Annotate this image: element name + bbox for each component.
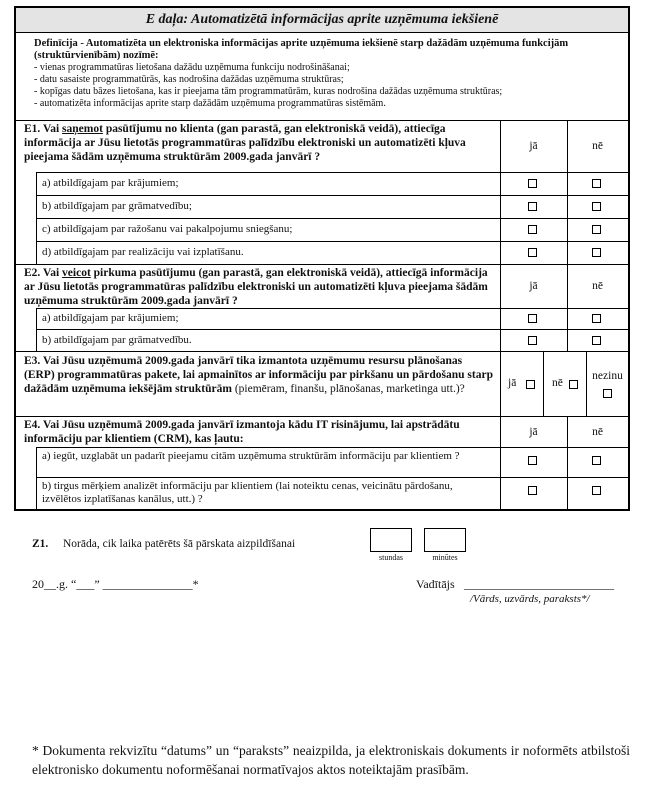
e4-item-b: b) tirgus mērķiem analizēt informāciju par klientiem (lai noteiktu cenas, veicinātu pārdošanu, izvēlētos izplatīšanas kanālus, utt.) ? (42, 480, 453, 505)
e1-item-d: d) atbildīgajam par realizāciju vai izplatīšanu. (42, 246, 244, 258)
e2b-no-checkbox[interactable] (592, 336, 601, 345)
z1-text: Norāda, cik laika patērēts šā pārskata aizpildīšanai (63, 538, 296, 550)
divider (543, 351, 544, 416)
z1-code: Z1. (32, 538, 49, 550)
divider (16, 416, 628, 417)
e1a-yes-checkbox[interactable] (528, 179, 537, 188)
definition-item: - vienas programmatūras lietošana dažādu uzņēmuma funkciju nodrošināšanai; (34, 62, 620, 74)
question-text: E1. Vai (24, 123, 63, 135)
e2a-yes-checkbox[interactable] (528, 314, 537, 323)
no-label: nē (592, 426, 603, 438)
question-text: pasūtījumu no klienta (gan parastā, gan elektroniskā veidā), attiecīga informācija ar Jūsu lietotās programmatūras palīdzību elektroniski un automatizēti kļuva pieejama šādām uzņēmuma struktūrām 2009.gada janvārī ? (24, 123, 466, 163)
e1d-no-checkbox[interactable] (592, 248, 601, 257)
yes-label: jā (529, 280, 538, 292)
e3-yes-label: jā (508, 377, 517, 389)
divider (36, 308, 628, 309)
divider (36, 241, 628, 242)
question-e2 (24, 266, 494, 308)
e1d-yes-checkbox[interactable] (528, 248, 537, 257)
signature-caption: /Vārds, uzvārds, paraksts*/ (470, 593, 590, 605)
e3-yes-checkbox[interactable] (526, 380, 535, 389)
question-e3 (24, 354, 494, 396)
divider (36, 195, 628, 196)
e3-unknown-checkbox[interactable] (603, 389, 612, 398)
question-keyword: saņemot (62, 123, 103, 135)
divider (36, 477, 628, 478)
divider (567, 120, 568, 351)
e3-unknown-label: nezinu (592, 370, 623, 382)
e2a-no-checkbox[interactable] (592, 314, 601, 323)
question-e4: E4. Vai Jūsu uzņēmumā 2009.gada janvārī izmantoja kādu IT risinājumu, lai apstrādātu informāciju par klientiem (CRM), kas ļautu: (24, 419, 460, 445)
divider (36, 447, 628, 448)
definition-item: - kopīgas datu bāzes lietošana, kas ir pieejama tām programmatūrām, kuras nodrošina dažādas uzņēmuma struktūras; (34, 86, 620, 98)
e4b-yes-checkbox[interactable] (528, 486, 537, 495)
definition-item: - automatizēta informācijas aprite starp dažādām uzņēmuma programmatūras sistēmām. (34, 98, 620, 110)
divider (500, 120, 501, 351)
question-text: pirkuma pasūtījumu (gan parastā, gan elektroniskā veidā), attiecīgā informācija ar Jūsu lietotās programmatūras palīdzību elektroniski un automatizēti kļuva pieejama šādām uzņēmuma struktūrām 2009.gada janvārī ? (24, 267, 488, 307)
survey-table (14, 6, 630, 511)
question-example: (piemēram, finanšu, plānošanas, marketinga utt.)? (231, 383, 465, 395)
e2b-yes-checkbox[interactable] (528, 336, 537, 345)
no-label: nē (592, 280, 603, 292)
divider (16, 120, 628, 121)
divider (16, 264, 628, 265)
e3-no-label: nē (552, 377, 563, 389)
no-label: nē (592, 140, 603, 152)
divider (36, 218, 628, 219)
definition-block (34, 38, 620, 110)
signature-label: Vadītājs (416, 577, 455, 591)
e3-no-checkbox[interactable] (569, 380, 578, 389)
section-title: E daļa: Automatizētā informācijas aprite uzņēmuma iekšienē (16, 8, 628, 33)
date-line[interactable]: 20__.g. “___” _______________* (32, 577, 199, 591)
e1-item-a: a) atbildīgajam par krājumiem; (42, 177, 179, 189)
hours-caption: stundas (379, 553, 403, 562)
signature-line[interactable]: _________________________ (464, 577, 614, 591)
question-text: E3. Vai Jūsu uzņēmumā 2009.gada janvārī tika izmantota uzņēmumu resursu plānošanas (ERP) programmatūras pakete, lai apmainītos ar informāciju par pirkšanu un pārdošanu starp dažādām uzņēmuma iekšējām struktūrām (24, 355, 493, 395)
definition-item: - datu sasaiste programmatūrās, kas nodrošina dažādas uzņēmuma struktūras; (34, 74, 620, 86)
divider (36, 172, 628, 173)
question-text: E2. Vai (24, 267, 63, 279)
e1b-no-checkbox[interactable] (592, 202, 601, 211)
divider (36, 308, 37, 351)
definition-list (34, 62, 620, 110)
e1a-no-checkbox[interactable] (592, 179, 601, 188)
hours-input[interactable] (370, 528, 412, 552)
divider (586, 351, 587, 416)
e2-item-b: b) atbildīgajam par grāmatvedību. (42, 334, 192, 346)
divider (36, 329, 628, 330)
e1c-no-checkbox[interactable] (592, 225, 601, 234)
e4a-no-checkbox[interactable] (592, 456, 601, 465)
divider (500, 351, 501, 416)
divider (16, 351, 628, 352)
e2-item-a: a) atbildīgajam par krājumiem; (42, 312, 179, 324)
question-keyword: veicot (62, 267, 91, 279)
minutes-caption: minūtes (432, 553, 458, 562)
question-e1 (24, 122, 494, 164)
footnote: * Dokumenta rekvizītu “datums” un “paraksts” neaizpilda, ja elektroniskais dokuments ir noformēts atbilstoši elektronisko dokumentu noformēšanai normatīvajos aktos noteiktajām prasībām. (32, 743, 630, 777)
yes-label: jā (529, 140, 538, 152)
e4a-yes-checkbox[interactable] (528, 456, 537, 465)
e4b-no-checkbox[interactable] (592, 486, 601, 495)
definition-intro: Definīcija - Automatizēta un elektroniska informācijas aprite uzņēmuma iekšienē starp dažādām uzņēmuma funkcijām (struktūrvienībām) nozīmē: (34, 38, 569, 61)
divider (36, 172, 37, 264)
yes-label: jā (529, 426, 538, 438)
e1b-yes-checkbox[interactable] (528, 202, 537, 211)
e1-item-b: b) atbildīgajam par grāmatvedību; (42, 200, 192, 212)
divider (36, 447, 37, 511)
e1c-yes-checkbox[interactable] (528, 225, 537, 234)
e4-item-a: a) iegūt, uzglabāt un padarīt pieejamu citām uzņēmuma struktūrām informāciju par klientiem ? (42, 450, 460, 462)
e1-item-c: c) atbildīgajam par ražošanu vai pakalpojumu sniegšanu; (42, 223, 293, 235)
minutes-input[interactable] (424, 528, 466, 552)
